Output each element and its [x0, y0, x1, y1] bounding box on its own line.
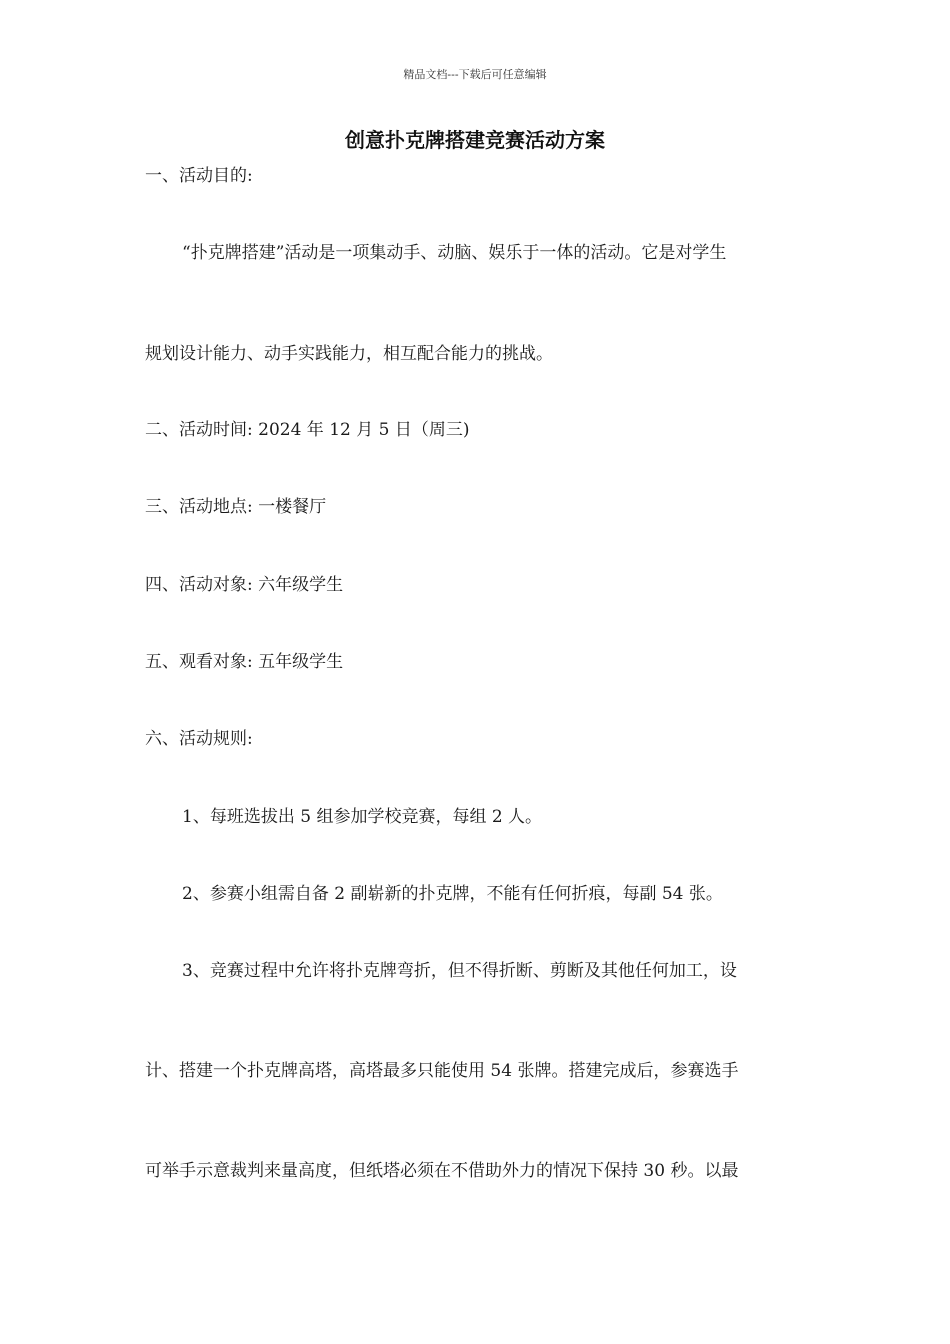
rule-3-line-3: 可举手示意裁判来量高度，但纸塔必须在不借助外力的情况下保持 30 秒。以最: [145, 1161, 739, 1181]
rule-2: 2、参赛小组需自备 2 副崭新的扑克牌，不能有任何折痕，每副 54 张。: [182, 884, 723, 904]
rule-1: 1、每班选拔出 5 组参加学校竞赛，每组 2 人。: [182, 807, 543, 827]
purpose-paragraph-line-2: 规划设计能力、动手实践能力，相互配合能力的挑战。: [145, 344, 553, 364]
purpose-paragraph-line-1: “扑克牌搭建”活动是一项集动手、动脑、娱乐于一体的活动。它是对学生: [182, 243, 727, 263]
section-purpose-heading: 一、活动目的:: [145, 166, 253, 186]
section-participants: 四、活动对象: 六年级学生: [145, 575, 344, 595]
page-header: 精品文档---下载后可任意编辑: [403, 68, 547, 81]
document-title: 创意扑克牌搭建竞赛活动方案: [345, 128, 605, 152]
rule-3-line-1: 3、竞赛过程中允许将扑克牌弯折，但不得折断、剪断及其他任何加工，设: [182, 961, 737, 981]
section-time: 二、活动时间: 2024 年 12 月 5 日（周三): [145, 420, 470, 440]
section-audience: 五、观看对象: 五年级学生: [145, 652, 344, 672]
section-rules-heading: 六、活动规则:: [145, 729, 253, 749]
rule-3-line-2: 计、搭建一个扑克牌高塔，高塔最多只能使用 54 张牌。搭建完成后，参赛选手: [145, 1061, 739, 1081]
section-location: 三、活动地点: 一楼餐厅: [145, 497, 327, 517]
